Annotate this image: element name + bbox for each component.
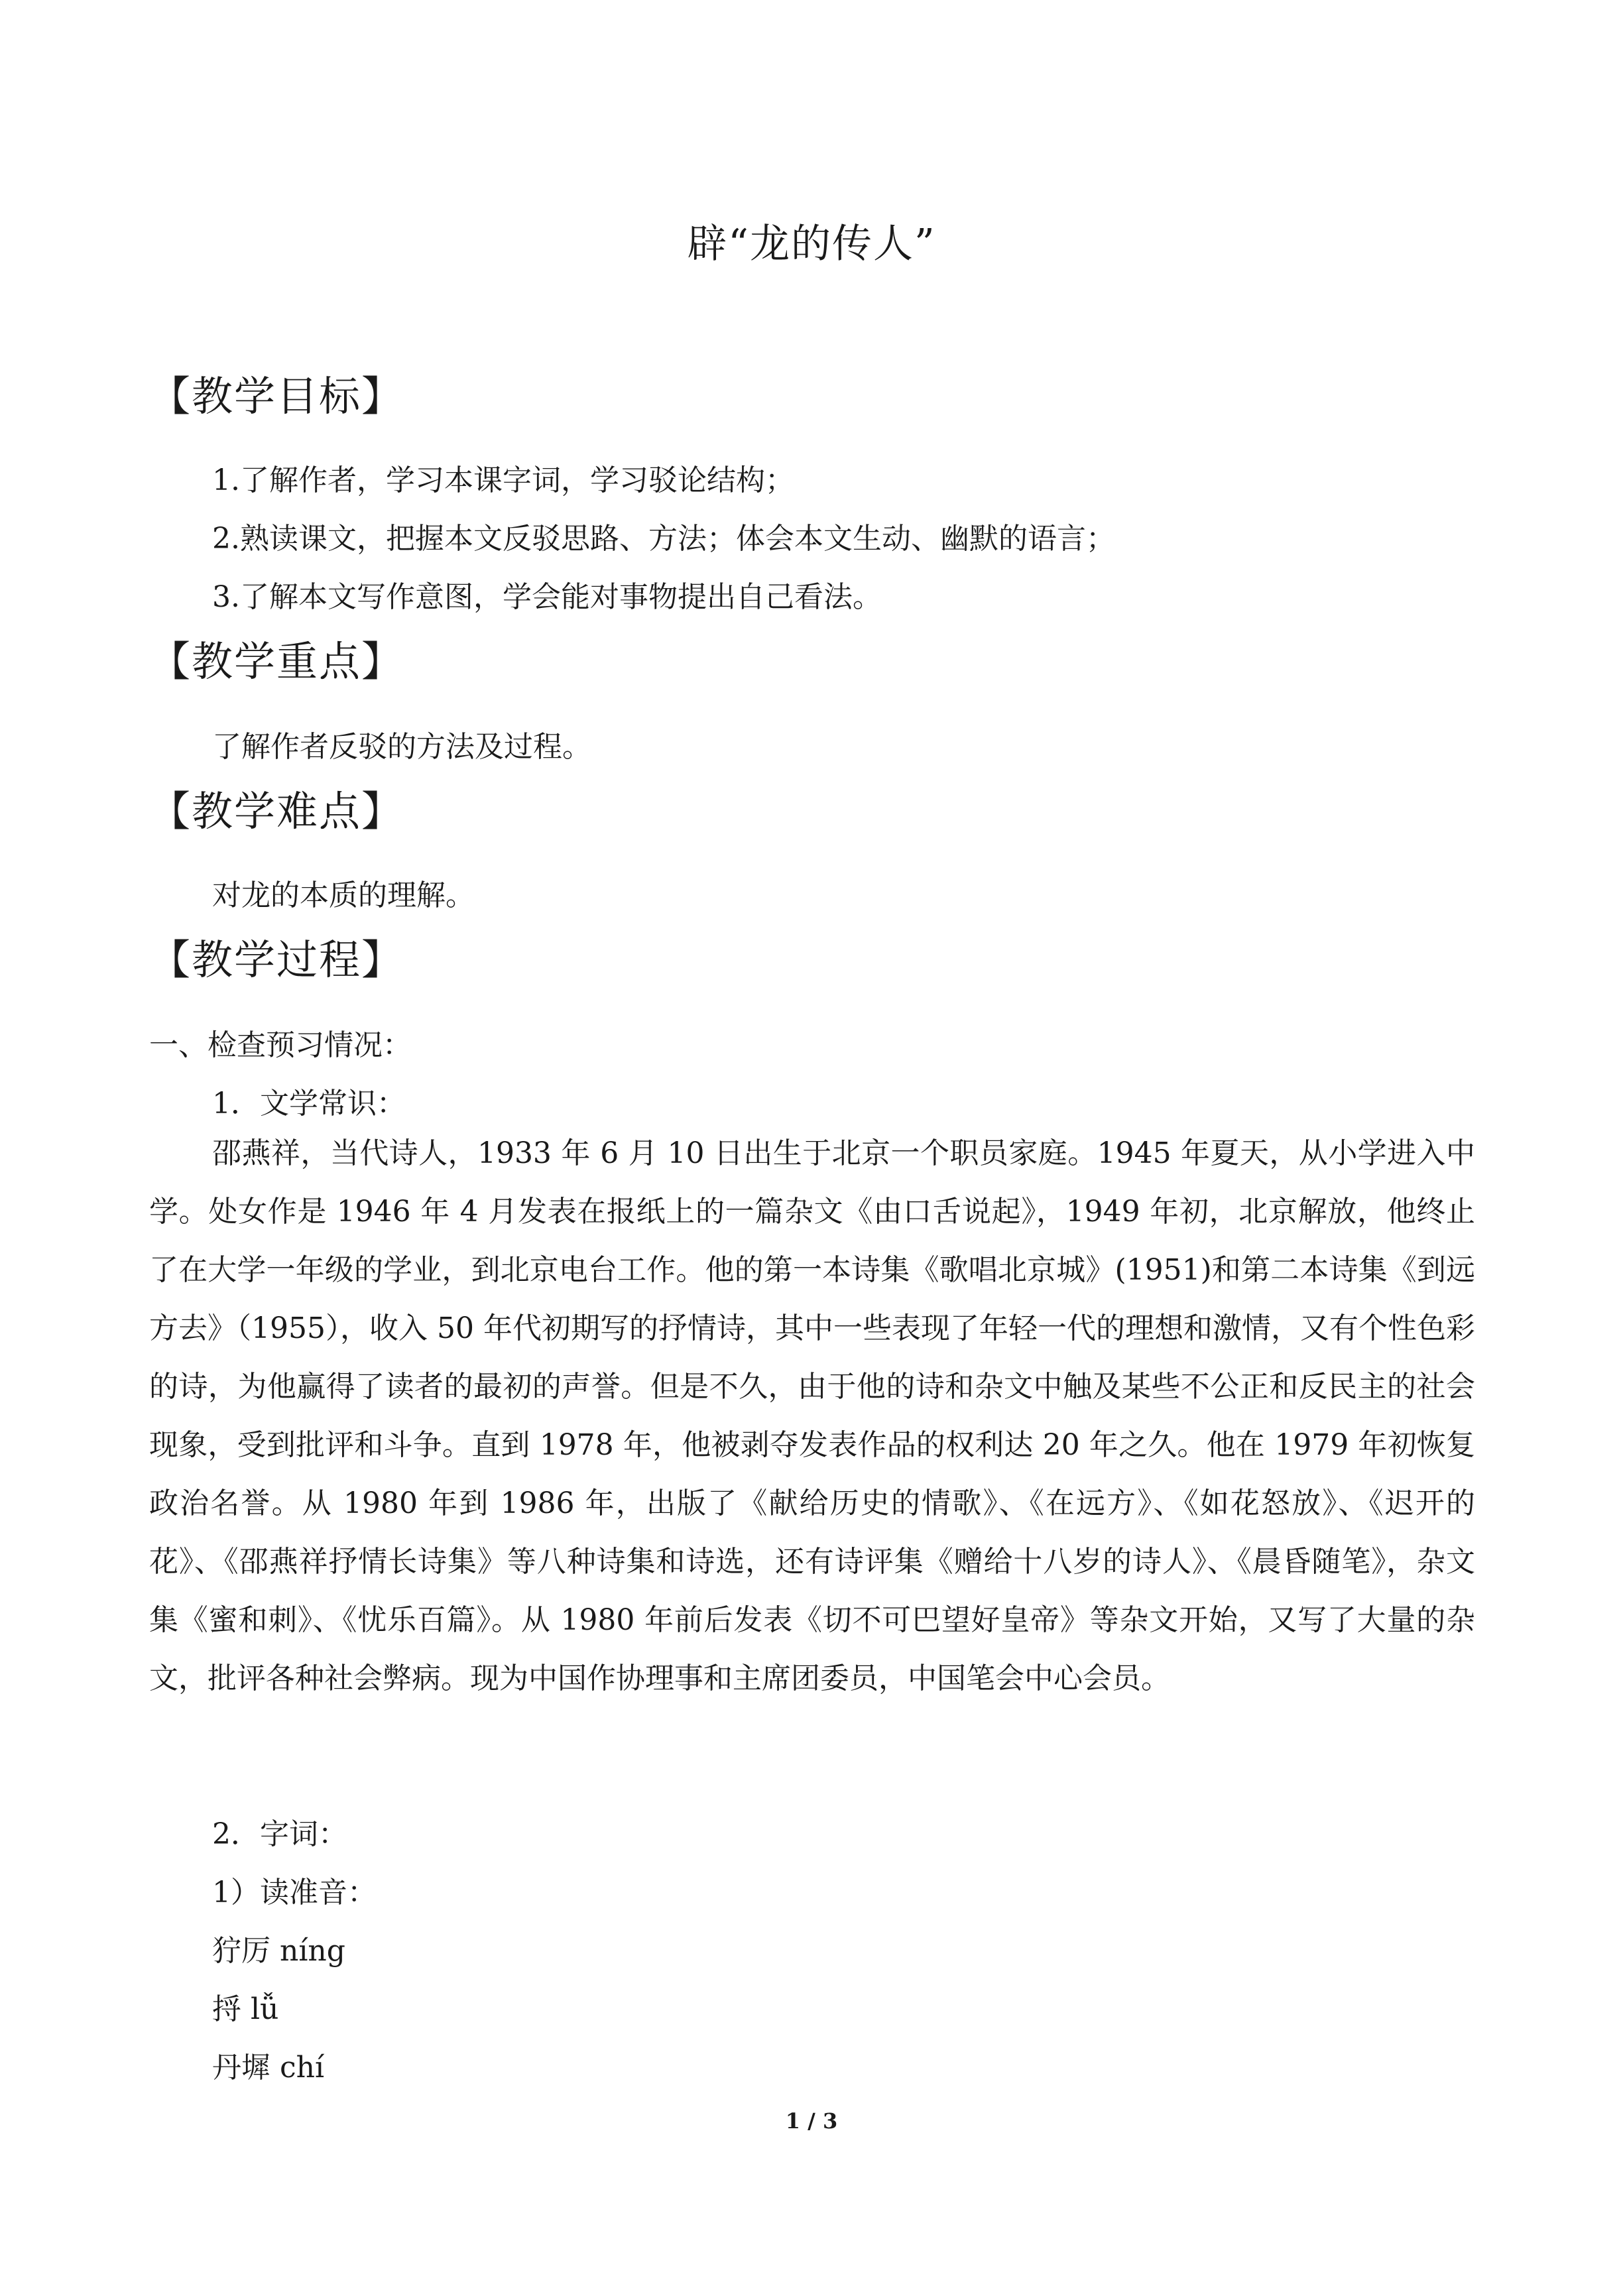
vocab-entry-3: 丹墀 chí <box>212 2051 325 2085</box>
key-points-text: 了解作者反驳的方法及过程。 <box>212 730 591 764</box>
process-heading: 【教学过程】 <box>149 936 404 984</box>
vocab-entry-1: 狞厉 níng <box>212 1934 345 1968</box>
item-vocabulary: 2．字词： <box>212 1817 347 1851</box>
objective-item-1: 1.了解作者，学习本课字词，学习驳论结构； <box>212 463 794 497</box>
item-literary-knowledge: 1．文学常识： <box>212 1087 406 1120</box>
document-title: 辟“龙的传人” <box>687 221 936 267</box>
objective-item-2: 2.熟读课文，把握本文反驳思路、方法；体会本文生动、幽默的语言； <box>212 522 1115 556</box>
objectives-heading: 【教学目标】 <box>149 372 404 420</box>
key-points-heading: 【教学重点】 <box>149 637 404 686</box>
page-number: 1 / 3 <box>785 2108 838 2134</box>
difficulty-heading: 【教学难点】 <box>149 787 404 835</box>
vocab-entry-2: 捋 lǚ <box>212 1992 279 2026</box>
difficulty-text: 对龙的本质的理解。 <box>212 878 475 912</box>
author-biography: 邵燕祥，当代诗人，1933 年 6 月 10 日出生于北京一个职员家庭。1945 年夏天，从小学进入中学。处女作是 1946 年 4 月发表在报纸上的一篇杂文《由口舌说起》，1949 年初，北京解放，他终止了在大学一年级的学业，到北京电台工作。他的第一本诗集《歌唱北京城》(1951)和第二本诗集《到远方去》（1955），收入 50 年代初期写的抒情诗，其中一些表现了年轻一代的理想和激情，又有个性色彩的诗，为他赢得了读者的最初的声誉。但是不久，由于他的诗和杂文中触及某些不公正和反民主的社会现象，受到批评和斗争。直到 1978 年，他被剥夺发表作品的权利达 20 年之久。他在 1979 年初恢复政治名誉。从 1980 年到 1986 年，出版了《献给历史的情歌》、《在远方》、《如花怒放》、《迟开的花》、《邵燕祥抒情长诗集》等八种诗集和诗选，还有诗评集《赠给十八岁的诗人》、《晨昏随笔》，杂文集《蜜和刺》、《忧乐百篇》。从 1980 年前后发表《切不可巴望好皇帝》等杂文开始，又写了大量的杂文，批评各种社会弊病。现为中国作协理事和主席团委员，中国笔会中心会员。 <box>149 1136 1475 1695</box>
objective-item-3: 3.了解本文写作意图，学会能对事物提出自己看法。 <box>212 580 882 614</box>
item-pronunciation: 1）读准音： <box>212 1876 377 1909</box>
section-heading-1: 一、检查预习情况： <box>149 1028 412 1062</box>
